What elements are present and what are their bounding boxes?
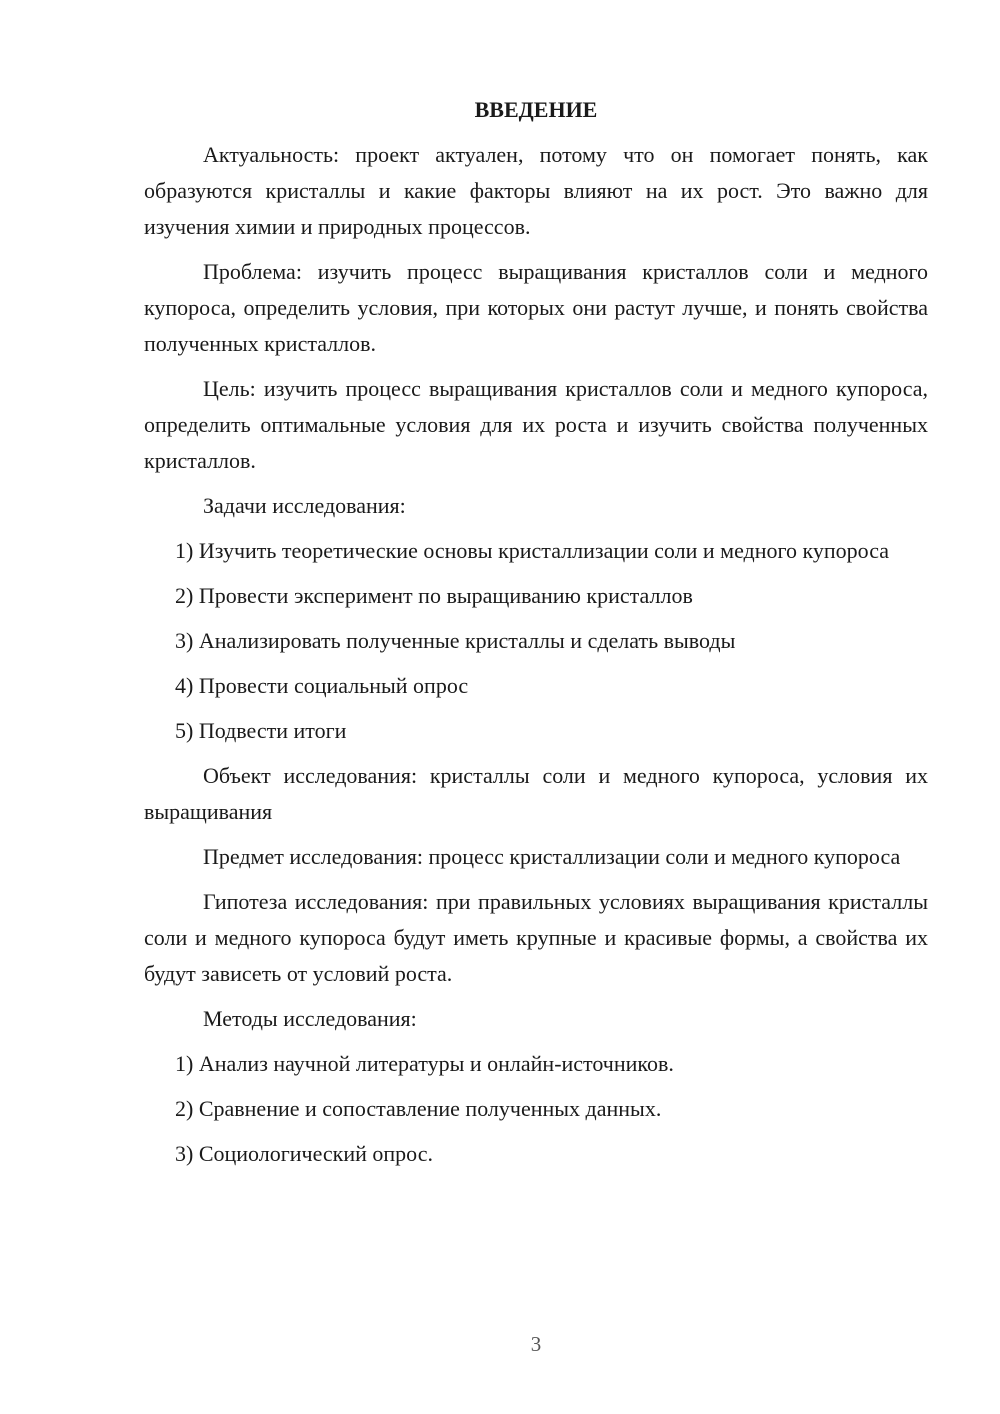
page-number: 3 bbox=[530, 1332, 542, 1356]
method-item: 1) Анализ научной литературы и онлайн-источников. bbox=[175, 1051, 674, 1076]
task-item: 1) Изучить теоретические основы кристаллизации соли и медного купороса bbox=[175, 538, 889, 563]
problem-paragraph: Проблема: изучить процесс выращивания кристаллов соли и медного купороса, определить условия, при которых они растут лучше, и понять свойства полученных кристаллов. bbox=[144, 259, 928, 356]
task-item: 5) Подвести итоги bbox=[175, 718, 347, 743]
goal-paragraph: Цель: изучить процесс выращивания кристаллов соли и медного купороса, определить оптимальные условия для их роста и изучить свойства полученных кристаллов. bbox=[144, 376, 928, 473]
method-item: 3) Социологический опрос. bbox=[175, 1141, 433, 1166]
relevance-paragraph: Актуальность: проект актуален, потому что он помогает понять, как образуются кристаллы и какие факторы влияют на их рост. Это важно для изучения химии и природных процессов. bbox=[144, 142, 928, 239]
task-item: 2) Провести эксперимент по выращиванию кристаллов bbox=[175, 583, 693, 608]
task-item: 4) Провести социальный опрос bbox=[175, 673, 469, 698]
hypothesis-paragraph: Гипотеза исследования: при правильных условиях выращивания кристаллы соли и медного купороса будут иметь крупные и красивые формы, а свойства их будут зависеть от условий роста. bbox=[144, 889, 928, 986]
method-item: 2) Сравнение и сопоставление полученных данных. bbox=[175, 1096, 662, 1121]
task-item: 3) Анализировать полученные кристаллы и сделать выводы bbox=[175, 628, 736, 653]
section-title: ВВЕДЕНИЕ bbox=[474, 97, 598, 122]
tasks-heading: Задачи исследования: bbox=[203, 493, 406, 518]
subject-paragraph: Предмет исследования: процесс кристаллизации соли и медного купороса bbox=[203, 844, 901, 869]
object-paragraph: Объект исследования: кристаллы соли и медного купороса, условия их выращивания bbox=[144, 763, 928, 824]
methods-heading: Методы исследования: bbox=[203, 1006, 417, 1031]
page-content bbox=[144, 92, 928, 1181]
